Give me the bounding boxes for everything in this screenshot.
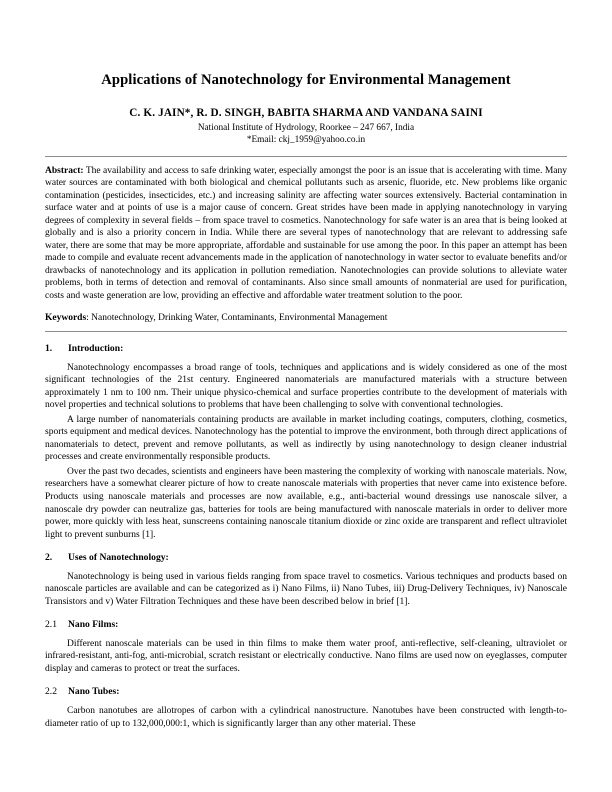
section-number-2-1: 2.1 (45, 619, 57, 631)
abstract-label: Abstract: (45, 165, 84, 176)
paragraph: Over the past two decades, scientists and engineers have been mastering the complexity of working with nanoscale materials. Now, researchers have a somewhat clearer picture of how to create nanoscale materials with properties that never came into existence before. Products using nanoscale materials and processes are now available, e.g., anti-bacterial wound dressings use nanoscale silver, a nanoscale dry powder can neutralize gas, batteries for tools are being manufactured with nanoscale materials in order to deliver more power, more quickly with less heat, sunscreens containing nanoscale titanium dioxide or zinc oxide are transparent and reflect ultraviolet light to prevent sunburns [1]. (45, 466, 567, 540)
paragraph: Nanotechnology encompasses a broad range of tools, techniques and applications and is widely considered as one of the most significant technologies of the 21st century. Engineered nanomaterials are manufactured materials with a structure between approximately 1 nm to 100 nm. Their unique physico-chemical and surface properties contribute to the development of materials with novel properties and technical solutions to problems that have been challenging to solve with conventional technologies. (45, 362, 567, 411)
page-content (45, 0, 567, 730)
keywords-text: : Nanotechnology, Drinking Water, Contaminants, Environmental Management (86, 312, 388, 323)
author-list: C. K. JAIN*, R. D. SINGH, BABITA SHARMA AND VANDANA SAINI (129, 106, 483, 119)
section-heading-2 (45, 541, 567, 565)
section-title-2-1: Nano Films: (68, 619, 119, 631)
paragraph: Different nanoscale materials can be used in thin films to make them water proof, anti-reflective, self-cleaning, ultraviolet or infrared-resistant, anti-fog, anti-microbial, scratch resistant or electrically conductive. Nano films are used now on eyeglasses, computer display and cameras to protect or treat the surfaces. (45, 638, 567, 674)
section-number-2: 2. (45, 552, 53, 564)
abstract-text: The availability and access to safe drinking water, especially amongst the poor is an issue that is accelerating with time. Many water sources are contaminated with both biological and chemical pollutants such as arsenic, fluoride, etc. New problems like organic contamination (pesticides, insecticides, etc.) and increasing salinity are affecting water sources extensively. Bacterial contamination in surface water and at points of use is a major cause of concern. Great strides have been made in applying nanotechnology in varying degrees of complexity in several fields – from space travel to cosmetics. Nanotechnology for safe water is an area that is being looked at globally and is also a priority concern in India. While there are several types of nanotechnology that are relevant to addressing safe water, there are some that may be more appropriate, affordable and sustainable for use among the poor. In this paper an attempt has been made to compile and evaluate recent advancements made in the application of nanotechnology in water sector to evaluate benefits and/or drawbacks of nanotechnology and its application in pollution remediation. Nanotechnologies can provide solutions to alleviate water problems, both in terms of detection and removal of contaminants. Also since small amounts of nonmaterial are used for purification, costs and waste generation are low, providing an effective and affordable water treatment solution to the poor. (45, 165, 567, 301)
section-title-2-2: Nano Tubes: (68, 686, 120, 698)
section-title-1: Introduction: (68, 343, 124, 355)
affiliation: National Institute of Hydrology, Roorkee – 247 667, India (197, 122, 415, 133)
abstract-paragraph (45, 157, 567, 303)
paragraph: Nanotechnology is being used in various fields ranging from space travel to cosmetics. Various techniques and products based on nanoscale particles are available and can be categorized as i) Nano Films, ii) Nano Tubes, iii) Drug-Delivery Techniques, iv) Nanoscale Transistors and v) Water Filtration Techniques and these have been described below in brief [1]. (45, 571, 567, 607)
keywords-line (45, 303, 567, 325)
paragraph: Carbon nanotubes are allotropes of carbon with a cylindrical nanostructure. Nanotubes have been constructed with length-to-diameter ratio of up to 132,000,000:1, which is significantly larger than any other material. These (45, 705, 567, 729)
section-heading-2-1 (45, 608, 567, 632)
section-number-2-2: 2.2 (45, 686, 57, 698)
keywords-label: Keywords (45, 312, 87, 323)
page-title: Applications of Nanotechnology for Environmental Management (101, 72, 511, 88)
section-title-2: Uses of Nanotechnology: (68, 552, 169, 564)
paragraph: A large number of nanomaterials containing products are available in market including coatings, computers, clothing, cosmetics, sports equipment and medical devices. Nanotechnology has the potential to improve the environment, both through direct applications of nanomaterials to detect, prevent and remove pollutants, as well as indirectly by using nanotechnology to design cleaner industrial processes and create environmentally responsible products. (45, 414, 567, 463)
section-number-1: 1. (45, 343, 53, 355)
contact-email: *Email: ckj_1959@yahoo.co.in (246, 134, 366, 145)
section-heading-1 (45, 332, 567, 356)
section-heading-2-2 (45, 675, 567, 699)
